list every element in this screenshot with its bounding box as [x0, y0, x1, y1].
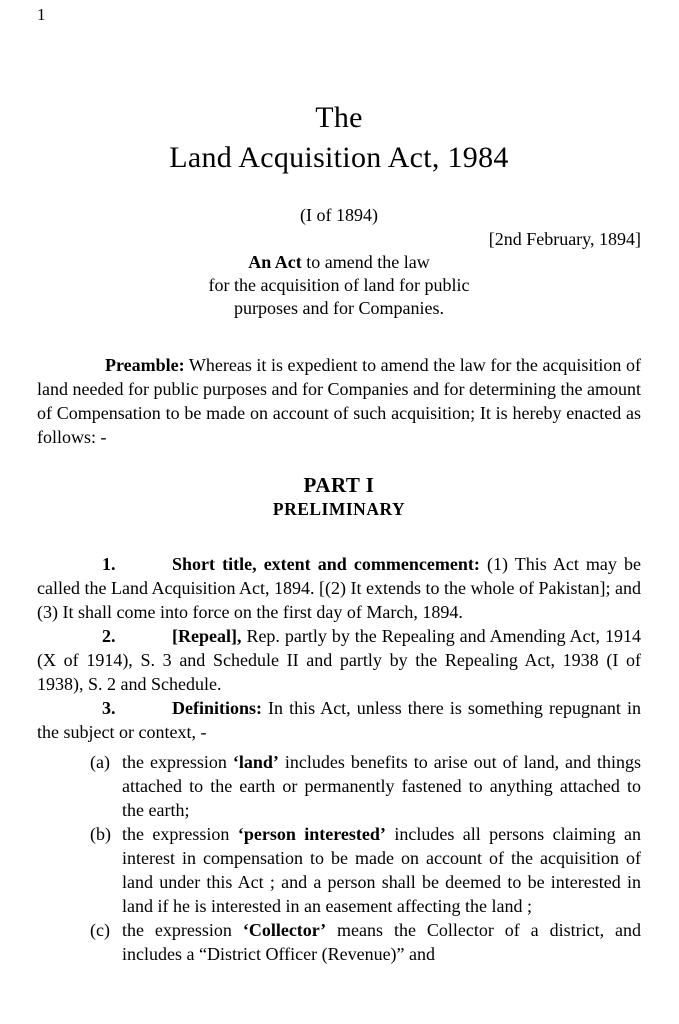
definition-c-lead: the expression — [122, 920, 243, 940]
definition-item-c — [37, 918, 641, 966]
long-title-line-1-rest: to amend the law — [301, 252, 430, 272]
definition-c-term: ‘Collector’ — [242, 920, 327, 940]
definition-c-label: (c) — [90, 920, 110, 940]
section-3 — [37, 696, 641, 744]
act-number: (I of 1894) — [300, 205, 378, 225]
section-1 — [37, 552, 641, 624]
definition-a-text: includes benefits to arise out of land, and things attached to the earth or permanently fastened to anything attached to the earth; — [122, 752, 641, 820]
part-subheading: PRELIMINARY — [272, 499, 406, 519]
document-title-line-2: Land Acquisition Act, 1984 — [169, 141, 509, 174]
long-title-line-2: for the acquisition of land for public — [208, 275, 470, 295]
definition-b-lead: the expression — [122, 824, 238, 844]
definition-c-text: means the Collector of a district, and includes a “District Officer (Revenue)” and — [122, 920, 641, 964]
section-2 — [37, 624, 641, 696]
part-heading: PART I — [303, 473, 375, 497]
long-title — [37, 251, 641, 320]
long-title-line-1 — [37, 251, 641, 274]
preamble-paragraph — [37, 353, 641, 449]
definition-b-text: includes all persons claiming an interest in compensation to be made on account of the acquisition of land under this Act ; and a person shall be deemed to be interested in land if he is interested in an easement affecting the land ; — [122, 824, 642, 916]
section-2-body: Rep. partly by the Repealing and Amending Act, 1914 (X of 1914), S. 3 and Schedule II and partly by the Repealing Act, 1938 (I of 1938), S. 2 and Schedule. — [37, 626, 641, 694]
page-number: 1 — [37, 5, 46, 24]
definitions-list — [37, 750, 641, 966]
long-title-lead: An Act — [248, 252, 302, 272]
preamble-text: Whereas it is expedient to amend the law for the acquisition of land needed for public purposes and for Companies and for determining the amount of Compensation to be made on account of such acquisition; It is hereby enacted as follows: - — [37, 355, 641, 447]
section-1-body: (1) This Act may be called the Land Acquisition Act, 1894. [(2) It extends to the whole of Pakistan]; and (3) It shall come into force on the first day of March, 1894. — [37, 554, 642, 622]
section-3-body: In this Act, unless there is something repugnant in the subject or context, - — [37, 698, 641, 742]
definition-a-lead: the expression — [122, 752, 233, 772]
definition-item-b — [37, 822, 641, 918]
definition-b-label: (b) — [90, 824, 111, 844]
section-2-number: 2. — [102, 626, 116, 646]
section-1-number: 1. — [102, 554, 116, 574]
definition-a-label: (a) — [90, 752, 110, 772]
document-title-line-1: The — [315, 101, 363, 134]
preamble-label: Preamble: — [105, 355, 185, 375]
section-3-title: Definitions: — [172, 698, 262, 718]
long-title-line-3: purposes and for Companies. — [234, 298, 444, 318]
section-3-number: 3. — [102, 698, 116, 718]
document-title — [37, 98, 641, 178]
definition-b-term: ‘person interested’ — [237, 824, 386, 844]
section-2-title: [Repeal], — [172, 626, 242, 646]
enactment-date: [2nd February, 1894] — [488, 229, 641, 249]
section-1-title: Short title, extent and commencement: — [172, 554, 480, 574]
definition-a-term: ‘land’ — [232, 752, 279, 772]
definition-item-a — [37, 750, 641, 822]
